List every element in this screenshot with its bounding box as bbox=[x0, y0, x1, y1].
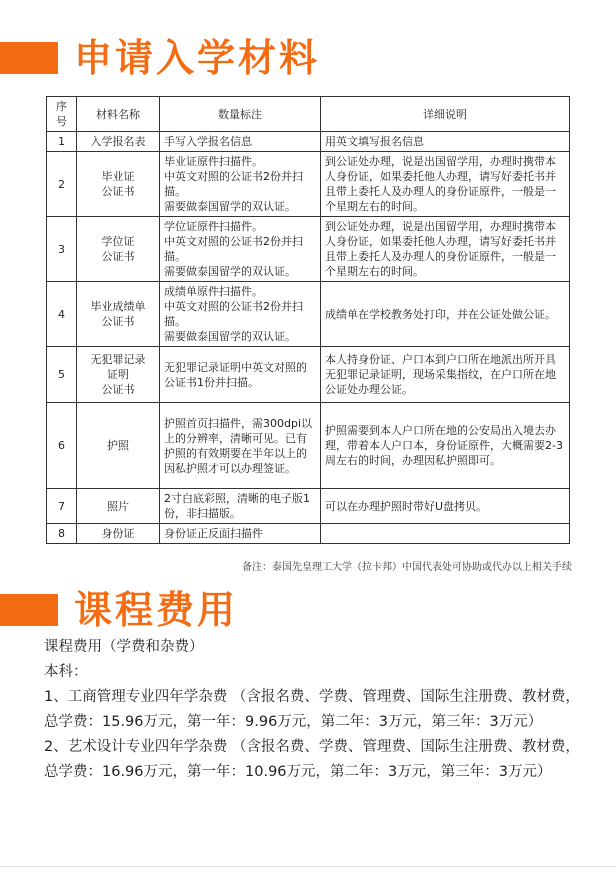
table-row bbox=[47, 282, 570, 347]
material-name: 学位证 公证书 bbox=[77, 217, 160, 282]
fees-heading: 课程费用（学费和杂费） bbox=[44, 639, 204, 655]
row-number: 4 bbox=[47, 282, 77, 347]
table-row bbox=[47, 403, 570, 489]
row-number: 6 bbox=[47, 403, 77, 489]
table-header-row bbox=[47, 97, 570, 132]
quantity-note: 身份证正反面扫描件 bbox=[160, 524, 321, 544]
col-header-qty: 数量标注 bbox=[160, 97, 321, 132]
detail-text: 成绩单在学校教务处打印，并在公证处做公证。 bbox=[321, 282, 570, 347]
col-header-detail: 详细说明 bbox=[321, 97, 570, 132]
quantity-note: 成绩单原件扫描件。 中英文对照的公证书2份并扫描。 需要做泰国留学的双认证。 bbox=[160, 282, 321, 347]
material-name: 入学报名表 bbox=[77, 132, 160, 152]
row-number: 1 bbox=[47, 132, 77, 152]
material-name: 毕业证 公证书 bbox=[77, 152, 160, 217]
section-title: 课程费用 bbox=[74, 588, 239, 632]
detail-text: 可以在办理护照时带好U盘拷贝。 bbox=[321, 489, 570, 524]
table-row bbox=[47, 524, 570, 544]
page-divider bbox=[0, 866, 616, 867]
table-row bbox=[47, 489, 570, 524]
row-number: 3 bbox=[47, 217, 77, 282]
section-accent-bar bbox=[0, 42, 58, 74]
detail-text: 护照需要到本人户口所在地的公安局出入境去办理，带着本人户口本，身份证原件，大概需要2-3周左右的时间，办理因私护照即可。 bbox=[321, 403, 570, 489]
section-header-materials bbox=[0, 36, 616, 80]
row-number: 5 bbox=[47, 347, 77, 403]
fees-item-business: 1、工商管理专业四年学杂费 （含报名费、学费、管理费、国际生注册费、教材费，总学费：15.96万元，第一年：9.96万元，第二年：3万元，第三年：3万元） bbox=[44, 689, 580, 730]
section-accent-bar bbox=[0, 594, 58, 626]
quantity-note: 2寸白底彩照，清晰的电子版1份，非扫描版。 bbox=[160, 489, 321, 524]
materials-table bbox=[46, 96, 570, 544]
detail-text: 本人持身份证、户口本到户口所在地派出所开具无犯罪记录证明，现场采集指纹，在户口所在地公证处办理公证。 bbox=[321, 347, 570, 403]
quantity-note: 学位证原件扫描件。 中英文对照的公证书2份并扫描。 需要做泰国留学的双认证。 bbox=[160, 217, 321, 282]
detail-text bbox=[321, 524, 570, 544]
table-row bbox=[47, 152, 570, 217]
table-row bbox=[47, 132, 570, 152]
table-row bbox=[47, 217, 570, 282]
col-header-name: 材料名称 bbox=[77, 97, 160, 132]
quantity-note: 手写入学报名信息 bbox=[160, 132, 321, 152]
row-number: 7 bbox=[47, 489, 77, 524]
material-name: 身份证 bbox=[77, 524, 160, 544]
section-title: 申请入学材料 bbox=[74, 36, 321, 80]
detail-text: 用英文填写报名信息 bbox=[321, 132, 570, 152]
section-header-fees bbox=[0, 588, 616, 632]
row-number: 2 bbox=[47, 152, 77, 217]
row-number: 8 bbox=[47, 524, 77, 544]
detail-text: 到公证处办理，说是出国留学用，办理时携带本人身份证，如果委托他人办理，请写好委托书并且带上委托人及办理人的身份证原件，一般是一个星期左右的时间。 bbox=[321, 217, 570, 282]
quantity-note: 护照首页扫描件，需300dpi以上的分辨率，清晰可见。已有护照的有效期要在半年以上的因私护照才可以办理签证。 bbox=[160, 403, 321, 489]
material-name: 毕业成绩单 公证书 bbox=[77, 282, 160, 347]
material-name: 无犯罪记录 证明 公证书 bbox=[77, 347, 160, 403]
col-header-no: 序号 bbox=[47, 97, 77, 132]
fees-item-art-design: 2、艺术设计专业四年学杂费 （含报名费、学费、管理费、国际生注册费、教材费，总学费：16.96万元，第一年：10.96万元，第二年：3万元，第三年：3万元） bbox=[44, 739, 580, 780]
material-name: 照片 bbox=[77, 489, 160, 524]
fees-section bbox=[44, 635, 584, 785]
fees-level: 本科： bbox=[44, 664, 88, 680]
table-note: 备注：泰国先皇理工大学（拉卡邦）中国代表处可协助或代办以上相关手续 bbox=[242, 562, 572, 573]
material-name: 护照 bbox=[77, 403, 160, 489]
detail-text: 到公证处办理，说是出国留学用，办理时携带本人身份证，如果委托他人办理，请写好委托书并且带上委托人及办理人的身份证原件，一般是一个星期左右的时间。 bbox=[321, 152, 570, 217]
quantity-note: 无犯罪记录证明中英文对照的公证书1份并扫描。 bbox=[160, 347, 321, 403]
quantity-note: 毕业证原件扫描件。 中英文对照的公证书2份并扫描。 需要做泰国留学的双认证。 bbox=[160, 152, 321, 217]
table-row bbox=[47, 347, 570, 403]
